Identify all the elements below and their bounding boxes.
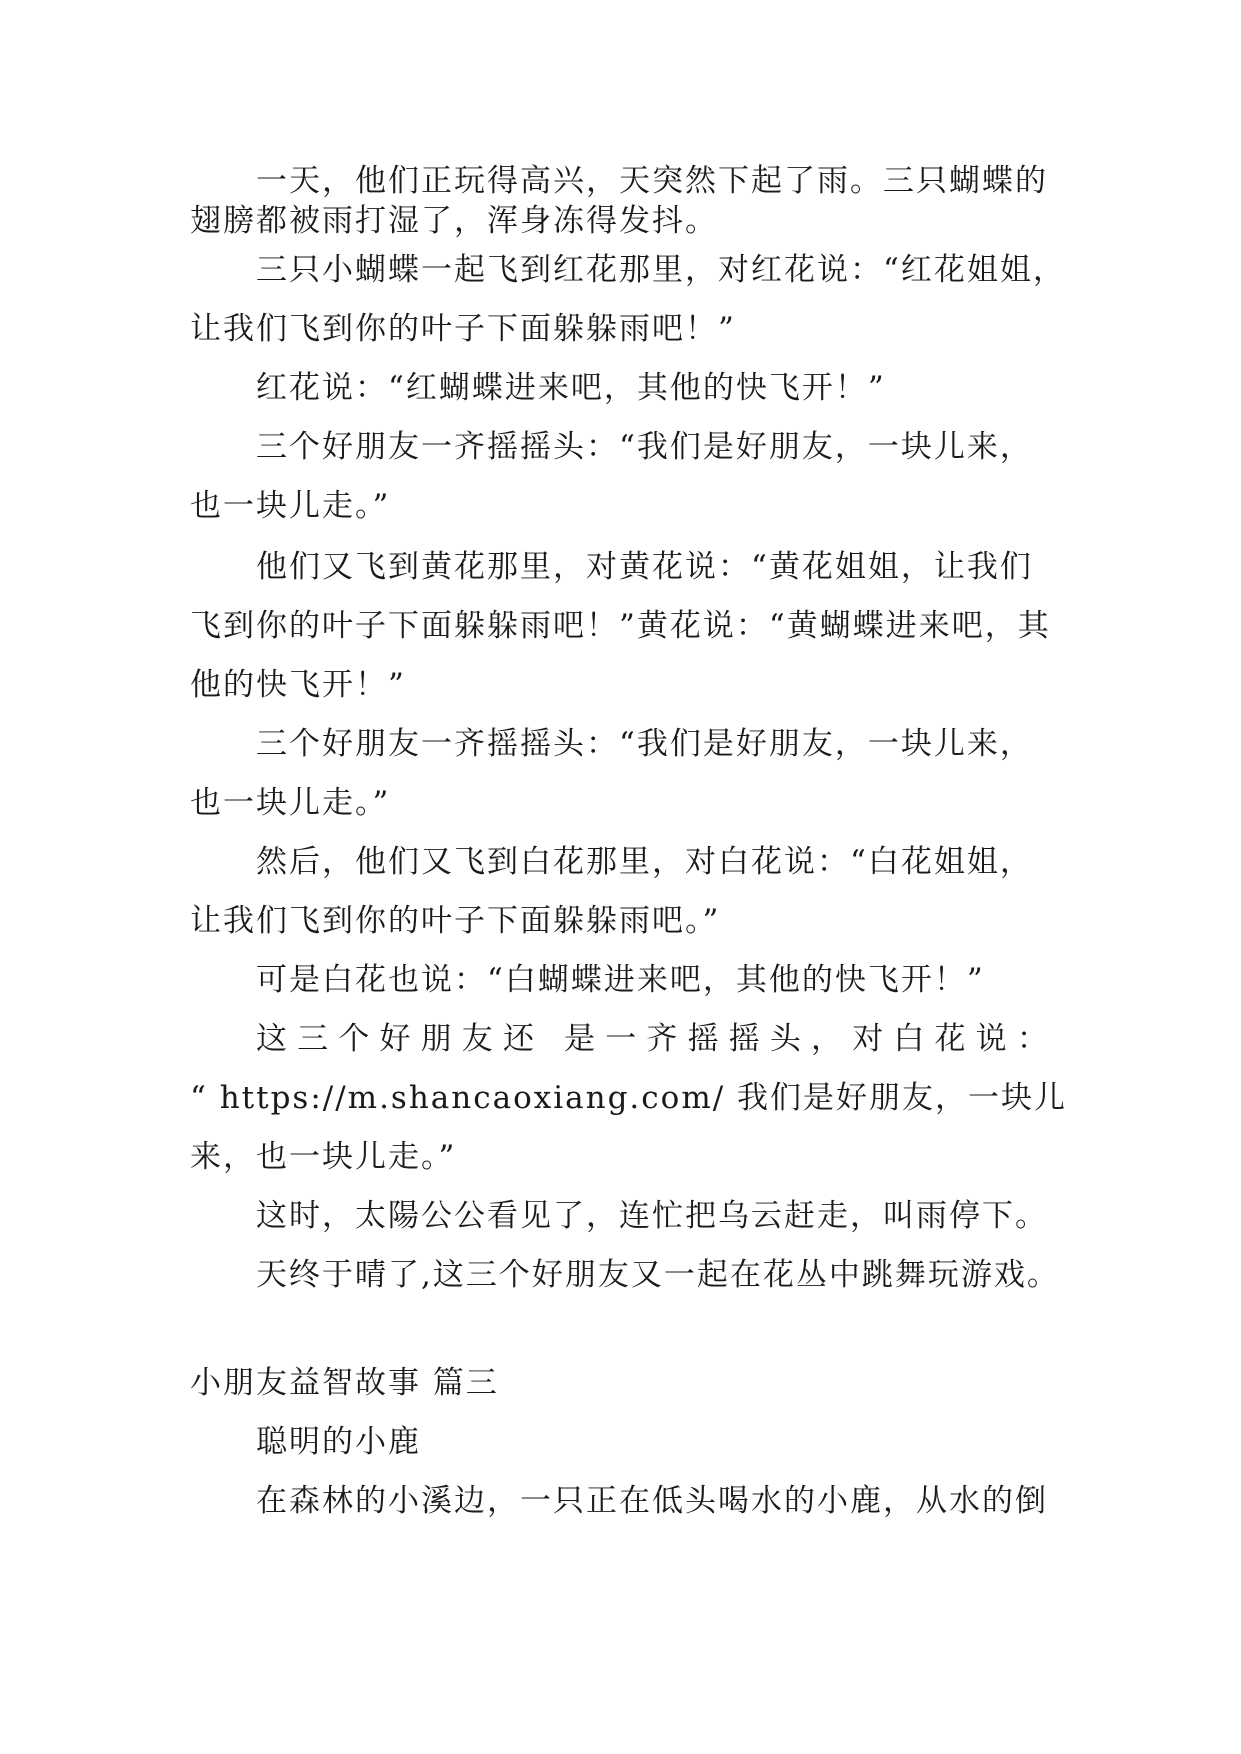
paragraph-5 xyxy=(190,538,1050,597)
paragraph-1-line-2: 翅膀都被雨打湿了，浑身冻得发抖。 xyxy=(190,203,718,239)
spaced-char: 对 xyxy=(852,1021,886,1057)
spaced-char: ： xyxy=(1016,1021,1050,1057)
paragraph-8 xyxy=(190,951,1050,1010)
paragraph-5-line-1: 他们又飞到黄花那里，对黄花说：“黄花姐姐，让我们 xyxy=(256,549,1033,585)
paragraph-11-line-1: 天终于晴了,这三个好朋友又一起在花丛中跳舞玩游戏。 xyxy=(256,1257,1060,1293)
paragraph-10-line-1: 这时，太陽公公看见了，连忙把乌云赶走，叫雨停下。 xyxy=(256,1198,1048,1234)
spaced-char: 一 xyxy=(605,1021,639,1057)
paragraph-2-line-2: 让我们飞到你的叶子下面躲躲雨吧！” xyxy=(190,311,736,347)
paragraph-7-line-2: 让我们飞到你的叶子下面躲躲雨吧。” xyxy=(190,903,721,939)
paragraph-9 xyxy=(190,1010,1050,1069)
spaced-char: 白 xyxy=(893,1021,927,1057)
paragraph-8-line-1: 可是白花也说：“白蝴蝶进来吧，其他的快飞开！” xyxy=(256,962,985,998)
paragraph-1-line-1: 一天，他们正玩得高兴，天突然下起了雨。三只蝴蝶的 xyxy=(256,163,1048,199)
spaced-char: 说 xyxy=(975,1021,1009,1057)
spaced-char xyxy=(544,1010,556,1069)
section-heading: 小朋友益智故事 篇三 xyxy=(190,1365,499,1401)
paragraph-2 xyxy=(190,241,1066,300)
paragraph-3 xyxy=(190,359,1050,418)
paragraph-7-line-1: 然后，他们又飞到白花那里，对白花说：“白花姐姐， xyxy=(256,844,1033,880)
paragraph-4-line-2: 也一块儿走。” xyxy=(190,488,391,524)
spaced-char: 是 xyxy=(564,1021,598,1057)
spaced-char: 花 xyxy=(934,1021,968,1057)
paragraph-6 xyxy=(190,715,1050,774)
story-title xyxy=(190,1413,1050,1472)
spaced-char: 这 xyxy=(256,1021,289,1057)
paragraph-9-line-3: 来，也一块儿走。” xyxy=(190,1139,457,1175)
final-paragraph-line-1: 在森林的小溪边，一只正在低头喝水的小鹿，从水的倒 xyxy=(256,1483,1048,1519)
paragraph-6-cont xyxy=(190,774,1050,833)
spaced-char: 齐 xyxy=(646,1021,680,1057)
spaced-char: 好 xyxy=(379,1021,413,1057)
paragraph-4-line-1: 三个好朋友一齐摇摇头：“我们是好朋友，一块儿来， xyxy=(256,429,1033,465)
paragraph-9-cont-2 xyxy=(190,1128,1050,1187)
spaced-char: 头 xyxy=(769,1021,803,1057)
paragraph-6-line-2: 也一块儿走。” xyxy=(190,785,391,821)
paragraph-2-line-1: 三只小蝴蝶一起飞到红花那里，对红花说：“红花姐姐， xyxy=(256,252,1066,288)
spaced-char: 摇 xyxy=(728,1021,762,1057)
paragraph-9-line-2: “ https://m.shancaoxiang.com/ 我们是好朋友，一块儿 xyxy=(190,1080,1068,1116)
paragraph-5-cont-2 xyxy=(190,656,1050,715)
paragraph-9-cont-1 xyxy=(190,1069,1068,1128)
spaced-char: ， xyxy=(811,1021,845,1057)
spaced-char: 个 xyxy=(338,1021,372,1057)
final-paragraph xyxy=(190,1472,1050,1531)
spaced-char: 朋 xyxy=(420,1021,454,1057)
paragraph-4-cont xyxy=(190,477,1050,536)
paragraph-7-cont xyxy=(190,892,1050,951)
spaced-char: 摇 xyxy=(687,1021,721,1057)
paragraph-6-line-1: 三个好朋友一齐摇摇头：“我们是好朋友，一块儿来， xyxy=(256,726,1033,762)
paragraph-5-line-2: 飞到你的叶子下面躲躲雨吧！”黄花说：“黄蝴蝶进来吧，其 xyxy=(190,608,1051,644)
paragraph-9-line-1 xyxy=(256,1010,1050,1069)
paragraph-11 xyxy=(190,1246,1060,1305)
paragraph-2-cont xyxy=(190,300,1050,359)
spaced-char: 还 xyxy=(502,1021,536,1057)
spaced-char: 友 xyxy=(461,1021,495,1057)
paragraph-5-line-3: 他的快飞开！” xyxy=(190,667,406,703)
paragraph-3-line-1: 红花说：“红蝴蝶进来吧，其他的快飞开！” xyxy=(256,370,886,406)
spaced-char: 三 xyxy=(297,1021,331,1057)
paragraph-5-cont-1 xyxy=(190,597,1050,656)
paragraph-10 xyxy=(190,1187,1050,1246)
paragraph-7 xyxy=(190,833,1050,892)
paragraph-4 xyxy=(190,418,1050,477)
story-title-text: 聪明的小鹿 xyxy=(256,1424,421,1460)
